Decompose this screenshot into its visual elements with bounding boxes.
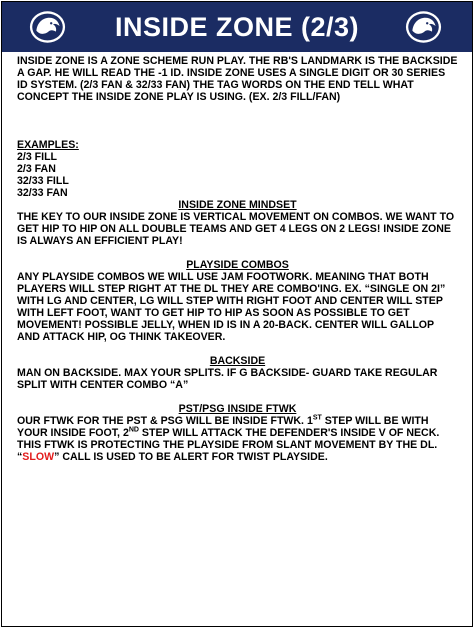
backside-heading: BACKSIDE xyxy=(209,355,266,367)
ftwk-text: OUR FTWK FOR THE PST & PSG WILL BE INSIDE FTWK. 1 xyxy=(17,415,313,427)
ordinal-suffix: ST xyxy=(312,414,322,422)
playside-paragraph: ANY PLAYSIDE COMBOS WE WILL USE JAM FOOTWORK. MEANING THAT BOTH PLAYERS WILL STEP RIGHT AT THE DL THEY ARE COMBO'ING. EX. “SINGLE ON 2I” WITH LG AND CENTER, LG WILL STEP WITH RIGHT FOOT AND CENTER WILL STEP WITH LEFT FOOT, WANT TO GET HIP TO HIP AS SOON AS POSSIBLE TO GET MOVEMENT! POSSIBLE JELLY, WHEN ID IS IN A 20-BACK. CENTER WILL GALLOP AND ATTACK HIP, OG THINK TAKEOVER. xyxy=(17,271,446,343)
ftwk-heading: PST/PSG INSIDE FTWK xyxy=(178,403,297,415)
ftwk-text: STEP WILL BE WITH YOUR INSIDE FOOT, 2 xyxy=(17,415,429,439)
backside-paragraph: MAN ON BACKSIDE. MAX YOUR SPLITS. IF G BACKSIDE- GUARD TAKE REGULAR SPLIT WITH CENTER COMBO “A” xyxy=(17,367,438,391)
document-body xyxy=(17,55,458,463)
nittany-lion-logo-icon xyxy=(29,10,66,44)
examples-heading: EXAMPLES: xyxy=(17,139,79,151)
ordinal-suffix: ND xyxy=(128,426,139,434)
ftwk-text: ” CALL IS USED TO BE ALERT FOR TWIST PLAYSIDE. xyxy=(54,451,328,463)
playside-heading: PLAYSIDE COMBOS xyxy=(186,259,289,271)
example-item: 2/3 FAN xyxy=(17,163,56,175)
example-item: 2/3 FILL xyxy=(17,151,58,163)
title-banner xyxy=(2,2,472,52)
example-item: 32/33 FILL xyxy=(17,175,69,187)
mindset-paragraph: THE KEY TO OUR INSIDE ZONE IS VERTICAL MOVEMENT ON COMBOS. WE WANT TO GET HIP TO HIP ON ALL DOUBLE TEAMS AND GET 4 LEGS ON 2 LEGS! INSIDE ZONE IS ALWAYS AN EFFICIENT PLAY! xyxy=(17,211,455,247)
document-page xyxy=(1,1,473,627)
ftwk-text: STEP WILL ATTACK THE DEFENDER'S INSIDE V OF NECK. THIS FTWK IS PROTECTING THE PLAYSIDE FROM SLANT MOVEMENT BY THE DL. “ xyxy=(17,427,440,463)
intro-paragraph: INSIDE ZONE IS A ZONE SCHEME RUN PLAY. THE RB'S LANDMARK IS THE BACKSIDE A GAP. HE WILL READ THE -1 ID. INSIDE ZONE USES A SINGLE DIGIT OR 30 SERIES ID SYSTEM. (2/3 FAN & 32/33 FAN) THE TAG WORDS ON THE END TELL WHAT CONCEPT THE INSIDE ZONE PLAY IS USING. (EX. 2/3 FILL/FAN) xyxy=(17,55,458,103)
example-item: 32/33 FAN xyxy=(17,187,68,199)
ftwk-paragraph xyxy=(17,415,458,463)
mindset-heading: INSIDE ZONE MINDSET xyxy=(178,199,297,211)
nittany-lion-logo-icon xyxy=(405,10,442,44)
slow-call: SLOW xyxy=(22,451,55,463)
page-title: INSIDE ZONE (2/3) xyxy=(114,11,360,42)
